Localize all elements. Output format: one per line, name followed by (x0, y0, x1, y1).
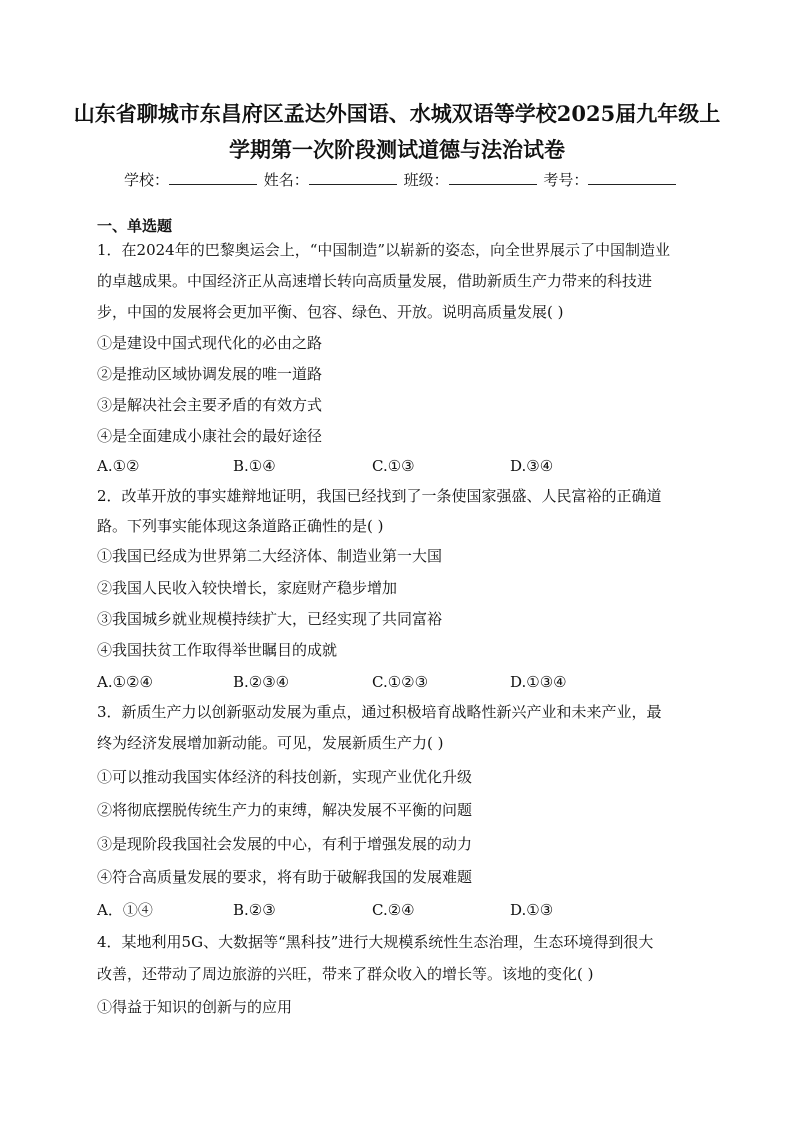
question-2-option-d: D.①③④ (510, 673, 567, 691)
question-1-stem-line: 1．在2024年的巴黎奥运会上，“中国制造”以崭新的姿态，向全世界展示了中国制造业 (97, 241, 671, 259)
question-4-stem-line: 4．某地利用5G、大数据等“黑科技”进行大规模系统性生态治理，生态环境得到很大 (97, 933, 654, 951)
number-label: 考号： (543, 171, 589, 189)
question-3-item: ②将彻底摆脱传统生产力的束缚，解决发展不平衡的问题 (97, 801, 473, 819)
question-1-option-b: B.①④ (233, 457, 276, 475)
school-label: 学校： (124, 171, 170, 189)
question-3-item: ①可以推动我国实体经济的科技创新，实现产业优化升级 (97, 768, 473, 786)
question-3-item: ③是现阶段我国社会发展的中心，有利于增强发展的动力 (97, 835, 473, 853)
question-4-stem-line: 改善，还带动了周边旅游的兴旺，带来了群众收入的增长等。该地的变化( ) (97, 965, 594, 983)
question-2-option-b: B.②③④ (233, 673, 290, 691)
question-3-option-c: C.②④ (372, 901, 415, 919)
question-1-item: ④是全面建成小康社会的最好途径 (97, 427, 323, 445)
question-2-item: ①我国已经成为世界第二大经济体、制造业第一大国 (97, 547, 443, 565)
question-1-option-d: D.③④ (510, 457, 554, 475)
name-blank (309, 170, 397, 185)
question-3-stem-line: 终为经济发展增加新动能。可见，发展新质生产力( ) (97, 734, 444, 752)
question-3-stem-line: 3．新质生产力以创新驱动发展为重点，通过积极培育战略性新兴产业和未来产业，最 (97, 703, 662, 721)
question-2-item: ③我国城乡就业规模持续扩大，已经实现了共同富裕 (97, 610, 443, 628)
question-1-item: ①是建设中国式现代化的必由之路 (97, 334, 323, 352)
question-4-item: ①得益于知识的创新与的应用 (97, 998, 293, 1016)
section-title: 一、单选题 (97, 217, 173, 235)
question-3-option-d: D.①③ (510, 901, 554, 919)
question-1-item: ②是推动区域协调发展的唯一道路 (97, 365, 323, 383)
class-label: 班级： (403, 171, 449, 189)
school-blank (169, 170, 257, 185)
question-1-option-a: A.①② (97, 457, 140, 475)
question-2-item: ②我国人民收入较快增长，家庭财产稳步增加 (97, 579, 398, 597)
student-info-row (124, 170, 684, 190)
question-1-option-c: C.①③ (372, 457, 415, 475)
question-3-option-a: A．①④ (97, 901, 153, 919)
question-2-option-a: A.①②④ (97, 673, 153, 691)
class-blank (449, 170, 537, 185)
number-blank (588, 170, 676, 185)
exam-title-line-1: 山东省聊城市东昌府区孟达外国语、水城双语等学校2025届九年级上 (73, 101, 721, 126)
question-1-item: ③是解决社会主要矛盾的有效方式 (97, 396, 323, 414)
question-2-stem-line: 路。下列事实能体现这条道路正确性的是( ) (97, 517, 384, 535)
question-1-stem-line: 步，中国的发展将会更加平衡、包容、绿色、开放。说明高质量发展( ) (97, 303, 564, 321)
question-2-option-c: C.①②③ (372, 673, 429, 691)
question-1-stem-line: 的卓越成果。中国经济正从高速增长转向高质量发展，借助新质生产力带来的科技进 (97, 272, 653, 290)
question-3-item: ④符合高质量发展的要求，将有助于破解我国的发展难题 (97, 868, 473, 886)
question-3-option-b: B.②③ (233, 901, 276, 919)
question-2-stem-line: 2．改革开放的事实雄辩地证明，我国已经找到了一条使国家强盛、人民富裕的正确道 (97, 487, 662, 505)
exam-title-line-2: 学期第一次阶段测试道德与法治试卷 (229, 137, 565, 162)
question-2-item: ④我国扶贫工作取得举世瞩目的成就 (97, 641, 338, 659)
name-label: 姓名： (263, 171, 309, 189)
